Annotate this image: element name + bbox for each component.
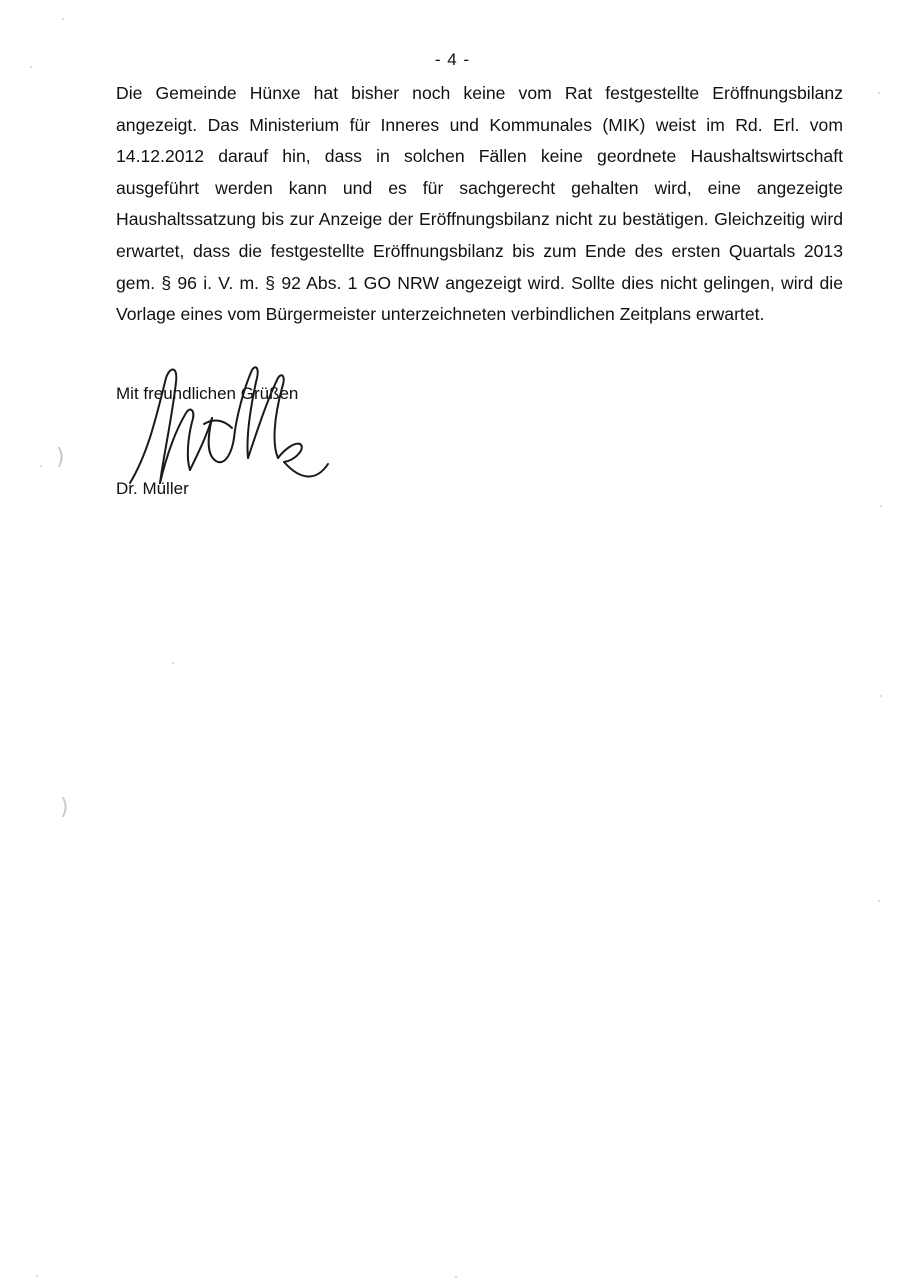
scan-artifact-dot: [880, 695, 882, 697]
scan-artifact-bracket: ): [56, 445, 65, 470]
letter-body: Die Gemeinde Hünxe hat bisher noch keine vom Rat festgestellte Eröffnungsbilanz angezeigt. Das Ministerium für Inneres und Kommunales (MIK) weist im Rd. Erl. vom 14.12.2012 darauf hin, dass in solchen Fällen keine geordnete Haushaltswirtschaft ausgeführt werden kann und es für sachgerecht gehalten wird, eine angezeigte Haushaltssatzung bis zur Anzeige der Eröffnungsbilanz nicht zu bestätigen. Gleichzeitig wird erwartet, dass die festgestellte Eröffnungsbilanz bis zum Ende des ersten Quartals 2013 gem. § 96 i. V. m. § 92 Abs. 1 GO NRW angezeigt wird. Sollte dies nicht gelingen, wird die Vorlage eines vom Bürgermeister unterzeichneten verbindlichen Zeitplans erwartet.: [116, 83, 843, 325]
scan-artifact-dot: [36, 1275, 38, 1277]
scan-artifact-dot: [172, 662, 174, 664]
scan-artifact-dot: [878, 900, 880, 902]
scan-artifact-dot: [30, 66, 32, 68]
scan-artifact-dot: [40, 465, 42, 467]
scan-artifact-dot: [455, 1276, 457, 1278]
page-number: - 4 -: [434, 50, 471, 69]
signer-name: Dr. Müller: [116, 479, 189, 498]
scan-artifact-dot: [878, 92, 880, 94]
scan-artifact-dot: [62, 18, 64, 20]
closing-salutation: Mit freundlichen Grüßen: [116, 384, 299, 403]
scan-artifact-bracket: ): [60, 795, 69, 820]
scan-artifact-dot: [880, 505, 882, 507]
